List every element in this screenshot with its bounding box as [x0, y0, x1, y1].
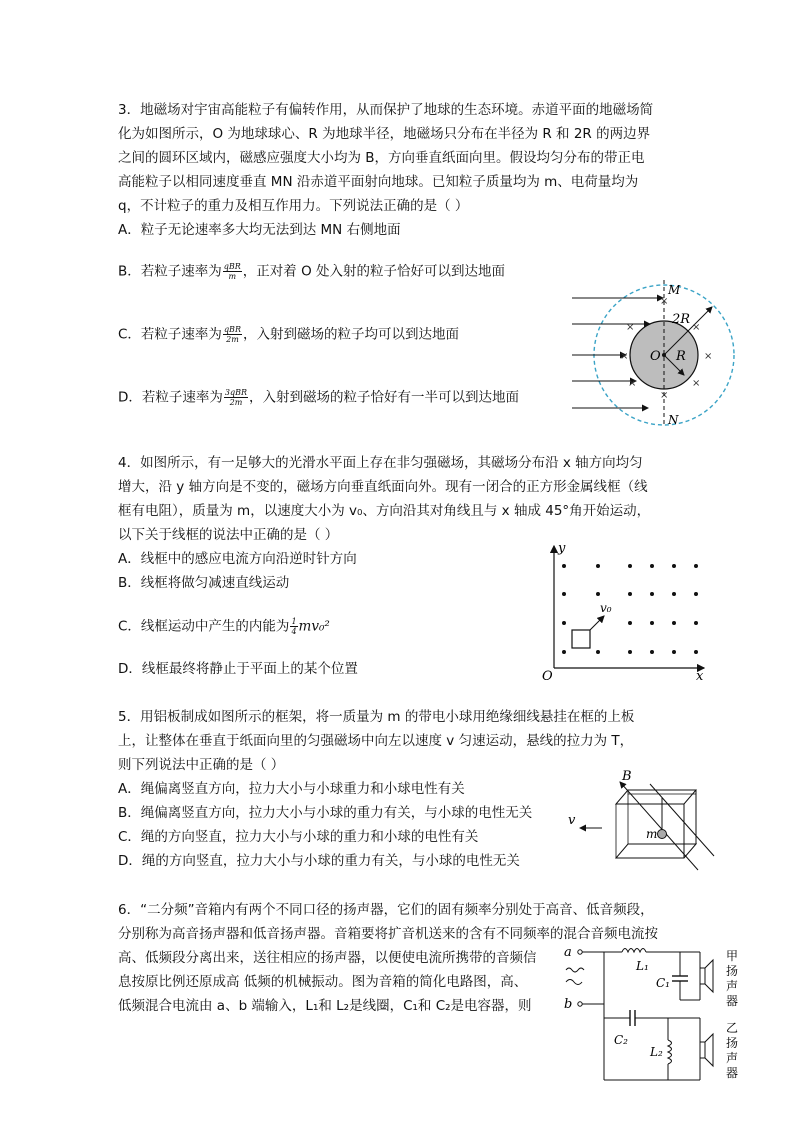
fraction-numerator: 3qBR	[224, 388, 248, 397]
q3-option-c	[118, 325, 459, 344]
cross-mark: ×	[660, 296, 669, 307]
speaker-yi-label: 乙扬声器	[726, 1021, 739, 1080]
q3-option-b-suffix: ，正对着 O 处入射的粒子恰好可以到达地面	[242, 263, 506, 280]
q3-option-c-prefix: C．若粒子速率为	[118, 326, 222, 343]
q3-line-2: 化为如图所示，O 为地球球心、R 为地球半径，地磁场只分布在半径为 R 和 2R 的两边界	[118, 126, 651, 142]
inductor-l1	[622, 949, 646, 953]
terminal-b-label: b	[564, 997, 573, 1012]
label-b: B	[622, 769, 632, 784]
wave-icon	[566, 968, 584, 972]
q6-line-2: 分别称为高音扬声器和低音扬声器。音箱要将扩音机送来的含有不同频率的混合音频电流按	[118, 926, 658, 942]
fraction	[224, 388, 248, 407]
q3-line-5: q，不计粒子的重力及相互作用力。下列说法正确的是（ ）	[118, 198, 469, 214]
q5-line-1: 5．用铝板制成如图所示的框架，将一质量为 m 的带电小球用绝缘细线悬挂在框的上板	[118, 709, 635, 725]
terminal-a	[578, 950, 582, 954]
kinetic-energy-expression: mv₀²	[298, 618, 330, 635]
charged-ball	[658, 830, 667, 839]
terminal-b	[578, 1002, 582, 1006]
q4-magnetic-field-figure	[540, 538, 712, 684]
fraction-denominator: 2m	[226, 335, 239, 344]
c1-label: C₁	[656, 976, 670, 990]
q6-line-3: 高、低频段分离出来，送往相应的扬声器，以便使电流所携带的音频信	[118, 950, 537, 966]
q3-line-4: 高能粒子以相同速度垂直 MN 沿赤道平面射向地球。已知粒子质量均为 m、电荷量均为	[118, 174, 639, 190]
q6-circuit-figure	[560, 940, 750, 1090]
fraction-denominator: m	[228, 272, 237, 281]
cross-mark: ×	[692, 378, 701, 389]
label-o: O	[650, 349, 661, 364]
fraction	[223, 262, 242, 281]
label-v: v	[568, 813, 576, 828]
q3-option-b-prefix: B．若粒子速率为	[118, 263, 222, 280]
q4-option-b: B．线框将做匀减速直线运动	[118, 575, 290, 591]
q3-line-3: 之间的圆环区域内，磁感应强度大小均为 B，方向垂直纸面向里。假设均匀分布的带正电	[118, 150, 645, 166]
label-2r: 2R	[672, 312, 691, 327]
fraction-numerator: qBR	[223, 262, 241, 271]
q4-option-c-prefix: C．线框运动中产生的内能为	[118, 618, 290, 635]
q6-line-1: 6．“二分频”音箱内有两个不同口径的扬声器，它们的固有频率分别处于高音、低音频段，	[118, 902, 654, 918]
center-dot	[662, 353, 666, 357]
fraction	[223, 325, 242, 344]
origin-label: O	[542, 669, 553, 684]
q4-option-a: A．线框中的感应电流方向沿逆时针方向	[118, 551, 357, 567]
label-m: m	[646, 827, 658, 841]
c2-label: C₂	[614, 1033, 628, 1047]
label-r: R	[676, 349, 686, 364]
cross-mark: ×	[692, 322, 701, 333]
q5-option-c: C．绳的方向竖直，拉力大小与小球的重力和小球的电性有关	[118, 829, 479, 845]
q3-option-b	[118, 262, 505, 281]
speaker-jia-label: 甲扬声器	[726, 949, 739, 1008]
square-loop	[572, 630, 590, 648]
fraction	[290, 617, 297, 636]
l1-label: L₁	[636, 959, 649, 973]
speaker-jia-icon	[700, 968, 705, 984]
x-axis-label: x	[696, 669, 704, 684]
label-n: N	[668, 413, 679, 427]
cross-mark: ×	[660, 390, 669, 401]
cross-mark: ×	[704, 351, 713, 362]
speaker-yi-icon	[700, 1042, 705, 1058]
q4-line-1: 4．如图所示，有一足够大的光滑水平面上存在非匀强磁场，其磁场分布沿 x 轴方向均匀	[118, 455, 643, 471]
wave-icon	[566, 980, 582, 985]
q3-option-d	[118, 388, 519, 407]
terminal-a-label: a	[564, 945, 572, 960]
q4-option-c	[118, 617, 330, 636]
field-dots	[562, 564, 698, 654]
q3-line-1: 3．地磁场对宇宙高能粒子有偏转作用，从而保护了地球的生态环境。赤道平面的地磁场简	[118, 102, 654, 118]
q6-line-5: 低频混合电流由 a、b 端输入，L₁和 L₂是线圈，C₁和 C₂是电容器，则	[118, 998, 532, 1014]
cross-mark: ×	[628, 378, 637, 389]
field-line	[650, 784, 714, 856]
q5-option-d: D．绳的方向竖直，拉力大小与小球的重力有关，与小球的电性无关	[118, 853, 520, 869]
q3-option-c-suffix: ，入射到磁场的粒子均可以到达地面	[242, 326, 459, 343]
q6-line-4: 息按原比例还原成高 低频的机械振动。图为音箱的简化电路图，高、	[118, 974, 528, 990]
velocity-arrow	[590, 616, 604, 630]
q3-option-a: A．粒子无论速率多大均无法到达 MN 右侧地面	[118, 222, 401, 238]
inductor-l2	[668, 1040, 672, 1064]
q5-option-a: A．绳偏离竖直方向，拉力大小与小球重力和小球电性有关	[118, 781, 465, 797]
q4-line-4: 以下关于线框的说法中正确的是（ ）	[118, 527, 339, 543]
q4-option-d: D．线框最终将静止于平面上的某个位置	[118, 661, 358, 677]
q3-option-d-prefix: D．若粒子速率为	[118, 389, 223, 406]
velocity-label: v₀	[600, 601, 612, 615]
q5-option-b: B．绳偏离竖直方向，拉力大小与小球的重力有关，与小球的电性无关	[118, 805, 533, 821]
l2-label: L₂	[650, 1045, 663, 1059]
q4-line-2: 增大，沿 y 轴方向是不变的，磁场方向垂直纸面向外。现有一闭合的正方形金属线框（线	[118, 479, 648, 495]
fraction-numerator: qBR	[223, 325, 241, 334]
q4-line-3: 框有电阻），质量为 m，以速度大小为 v₀、方向沿其对角线且与 x 轴成 45°角开始运动，	[118, 503, 651, 519]
y-axis-label: y	[558, 541, 566, 556]
q3-earth-magnetic-field-figure	[568, 278, 768, 430]
q5-frame-figure	[566, 768, 726, 872]
cross-mark: ×	[626, 322, 635, 333]
label-m: M	[668, 283, 681, 297]
q5-line-2: 上，让整体在垂直于纸面向里的匀强磁场中向左以速度 v 匀速运动，悬线的拉力为 T，	[118, 733, 634, 749]
fraction-numerator: 1	[291, 617, 297, 626]
q5-line-3: 则下列说法中正确的是（ ）	[118, 757, 285, 773]
field-line	[620, 782, 698, 870]
fraction-denominator: 4	[291, 627, 297, 636]
q3-option-d-suffix: ，入射到磁场的粒子恰好有一半可以到达地面	[249, 389, 520, 406]
fraction-denominator: 2m	[229, 398, 243, 407]
cross-mark: ×	[620, 351, 629, 362]
